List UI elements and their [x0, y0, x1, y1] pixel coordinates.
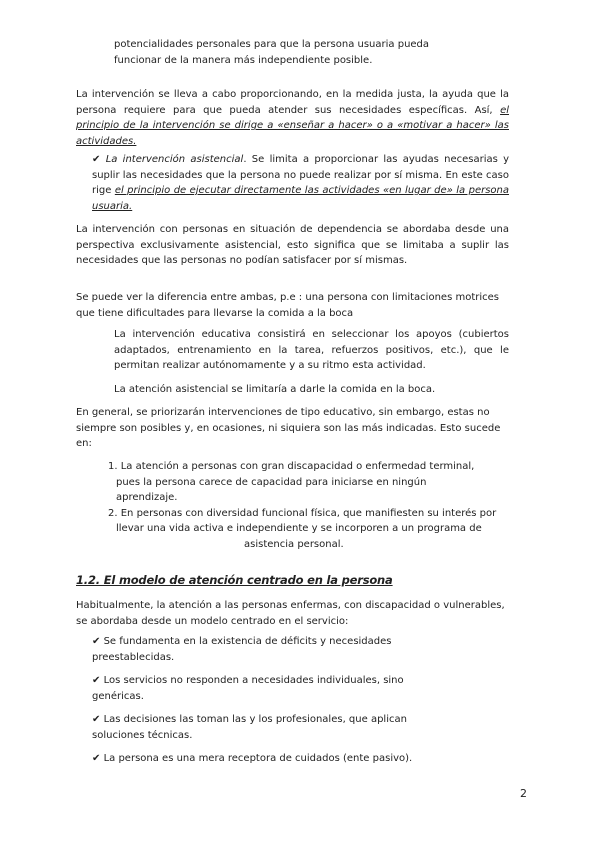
bullet-line-1: Se fundamenta en la existencia de déficits y necesidades	[103, 636, 392, 647]
continuation-text	[114, 37, 534, 68]
bullet-line-2: genéricas.	[92, 690, 144, 702]
check-icon: ✔	[92, 714, 101, 725]
check-icon: ✔	[92, 636, 101, 647]
list-item	[92, 634, 492, 665]
bullet-line-2: soluciones técnicas.	[92, 729, 193, 741]
list-item-line-1: La atención a personas con gran discapacidad o enfermedad terminal,	[120, 461, 475, 472]
list-item-line-1: En personas con diversidad funcional física, que manifiesten su interés por	[120, 507, 497, 519]
bullet-line-1: Los servicios no responden a necesidades individuales, sino	[103, 675, 404, 686]
intervention-paragraph	[76, 87, 509, 149]
list-item	[92, 712, 492, 743]
list-number: 2.	[108, 507, 118, 519]
educational-example: La intervención educativa consistirá en seleccionar los apoyos (cubiertos adaptados, entrenamiento en la tarea, refuerzos positivos, etc.), que le permitan realizar autónomamente y a su ritmo esta actividad.	[114, 329, 509, 371]
check-icon: ✔	[92, 675, 101, 686]
list-item-line-2: pues la persona carece de capacidad para iniciarse en ningún	[116, 476, 427, 488]
bullet-line-1: La persona es una mera receptora de cuidados (ente pasivo).	[103, 753, 413, 764]
check-icon: ✔	[92, 154, 101, 165]
bullet-line-1: Las decisiones las toman las y los profesionales, que aplican	[103, 714, 407, 725]
model-intro: Habitualmente, la atención a las personas enfermas, con discapacidad o vulnerables, se abordaba desde un modelo centrado en el servicio:	[76, 600, 505, 627]
model-bullet-list	[92, 634, 492, 767]
assistential-principle: el principio de ejecutar directamente las actividades «en lugar de» la persona usuaria.	[92, 185, 510, 212]
assistential-example: La atención asistencial se limitaría a darle la comida en la boca.	[114, 384, 436, 395]
list-number: 1.	[108, 461, 118, 472]
assistential-title: La intervención asistencial	[105, 154, 244, 165]
check-icon: ✔	[92, 753, 101, 764]
list-item	[92, 506, 517, 553]
dependency-paragraph: La intervención con personas en situación de dependencia se abordaba desde una perspectiva exclusivamente asistencial, esto significa que se limitaba a suplir las necesidades que las personas no podían satisfacer por sí mismas.	[76, 224, 509, 266]
intervention-principle: el principio de la intervención se dirige a «enseñar a hacer» o a «motivar a hacer» las actividades.	[76, 104, 509, 147]
general-paragraph: En general, se priorizarán intervenciones de tipo educativo, sin embargo, estas no siempre son posibles y, en ocasiones, ni siquiera son las más indicadas. Esto sucede en:	[76, 407, 501, 449]
section-heading: 1.2. El modelo de atención centrado en la persona	[76, 573, 393, 587]
assistential-text: . Se limita a proporcionar las ayudas necesarias y suplir las necesidades que la persona no puede realizar por sí misma. En este caso rige	[92, 154, 510, 196]
bullet-line-2: preestablecidas.	[92, 651, 175, 663]
intervention-text: La intervención se lleva a cabo proporcionando, en la medida justa, la ayuda que la persona requiere para que pueda atender sus necesidades específicas. Así,	[76, 89, 509, 116]
list-item-line-2: llevar una vida activa e independiente y se incorporen a un programa de	[116, 523, 482, 534]
list-item-line-3: aprendizaje.	[116, 492, 178, 503]
assistential-bullet	[92, 152, 509, 214]
list-item	[92, 673, 492, 704]
continuation-line-1: potencialidades personales para que la persona usuaria pueda	[114, 39, 430, 50]
page-number: 2	[520, 787, 527, 800]
list-item-line-3: asistencia personal.	[244, 538, 344, 550]
example-intro: Se puede ver la diferencia entre ambas, p.e : una persona con limitaciones motrices que tiene dificultades para llevarse la comida a la boca	[76, 292, 499, 319]
numbered-list	[92, 459, 517, 552]
continuation-line-2: funcionar de la manera más independiente posible.	[114, 54, 373, 66]
list-item	[92, 751, 492, 767]
list-item	[92, 459, 517, 506]
